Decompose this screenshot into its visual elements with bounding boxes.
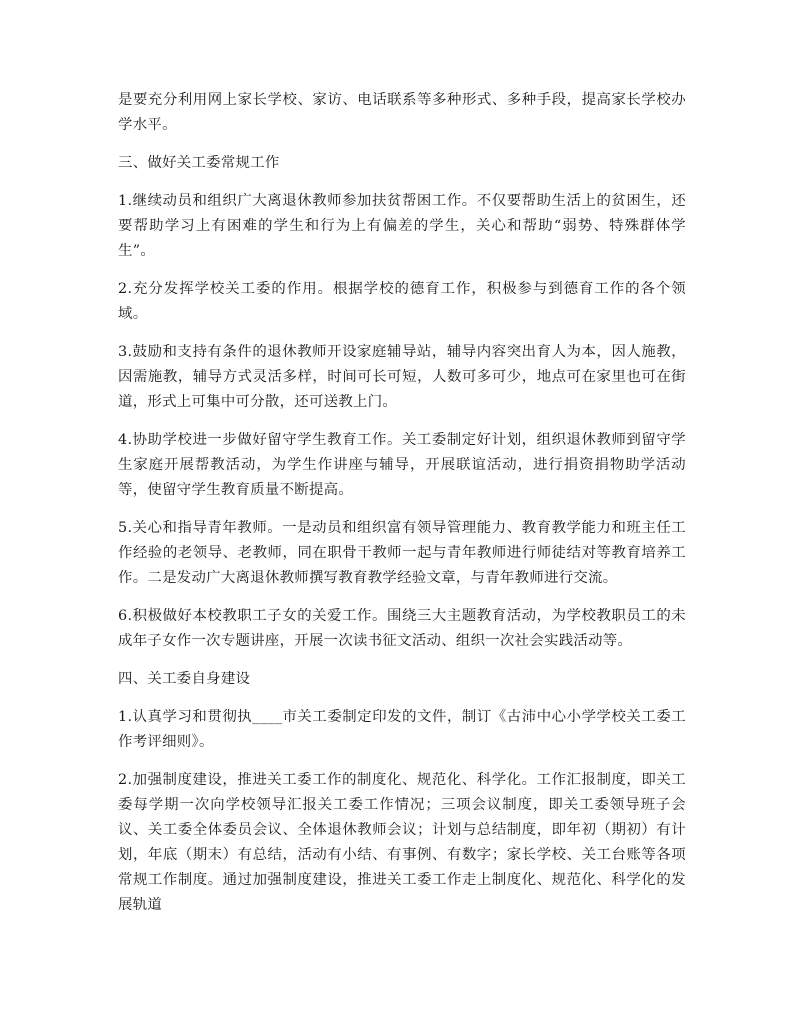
- section-3-item-4: 4.协助学校进一步做好留守学生教育工作。关工委制定好计划，组织退休教师到留守学生家庭开展帮教活动，为学生作讲座与辅导，开展联谊活动，进行捐资捐物助学活动等，使留守学生教育质量不断提高。: [118, 432, 686, 498]
- section-4-item-1: 1.认真学习和贯彻执____市关工委制定印发的文件，制订《古沛中心小学学校关工委工作考评细则》。: [118, 709, 686, 750]
- section-3-item-2: 2.充分发挥学校关工委的作用。根据学校的德育工作，积极参与到德育工作的各个领域。: [118, 281, 686, 322]
- section-3-item-6: 6.积极做好本校教职工子女的关爱工作。围绕三大主题教育活动，为学校教职员工的未成年子女作一次专题讲座，开展一次读书征文活动、组织一次社会实践活动等。: [118, 608, 686, 649]
- section-3-item-5: 5.关心和指导青年教师。一是动员和组织富有领导管理能力、教育教学能力和班主任工作经验的老领导、老教师，同在职骨干教师一起与青年教师进行师徒结对等教育培养工作。二是发动广大离退休教师撰写教育教学经验文章，与青年教师进行交流。: [118, 520, 686, 586]
- document-page: [118, 88, 686, 931]
- section-3-heading: 三、做好关工委常规工作: [118, 155, 280, 171]
- section-4-heading: 四、关工委自身建设: [118, 671, 251, 687]
- section-4-item-2: 2.加强制度建设，推进关工委工作的制度化、规范化、科学化。工作汇报制度，即关工委每学期一次向学校领导汇报关工委工作情况；三项会议制度，即关工委领导班子会议、关工委全体委员会议、全体退休教师会议；计划与总结制度，即年初（期初）有计划，年底（期末）有总结，活动有小结、有事例、有数字；家长学校、关工台账等各项常规工作制度。通过加强制度建设，推进关工委工作走上制度化、规范化、科学化的发展轨道: [118, 772, 686, 913]
- section-3-item-1: 1.继续动员和组织广大离退休教师参加扶贫帮困工作。不仅要帮助生活上的贫困生，还要帮助学习上有困难的学生和行为上有偏差的学生，关心和帮助“弱势、特殊群体学生”。: [118, 193, 686, 259]
- section-3-item-3: 3.鼓励和支持有条件的退休教师开设家庭辅导站，辅导内容突出育人为本，因人施教，因需施教，辅导方式灵活多样，时间可长可短，人数可多可少，地点可在家里也可在街道，形式上可集中可分散，还可送教上门。: [118, 344, 686, 410]
- intro-paragraph-tail: 是要充分利用网上家长学校、家访、电话联系等多种形式、多种手段，提高家长学校办学水平。: [118, 92, 686, 133]
